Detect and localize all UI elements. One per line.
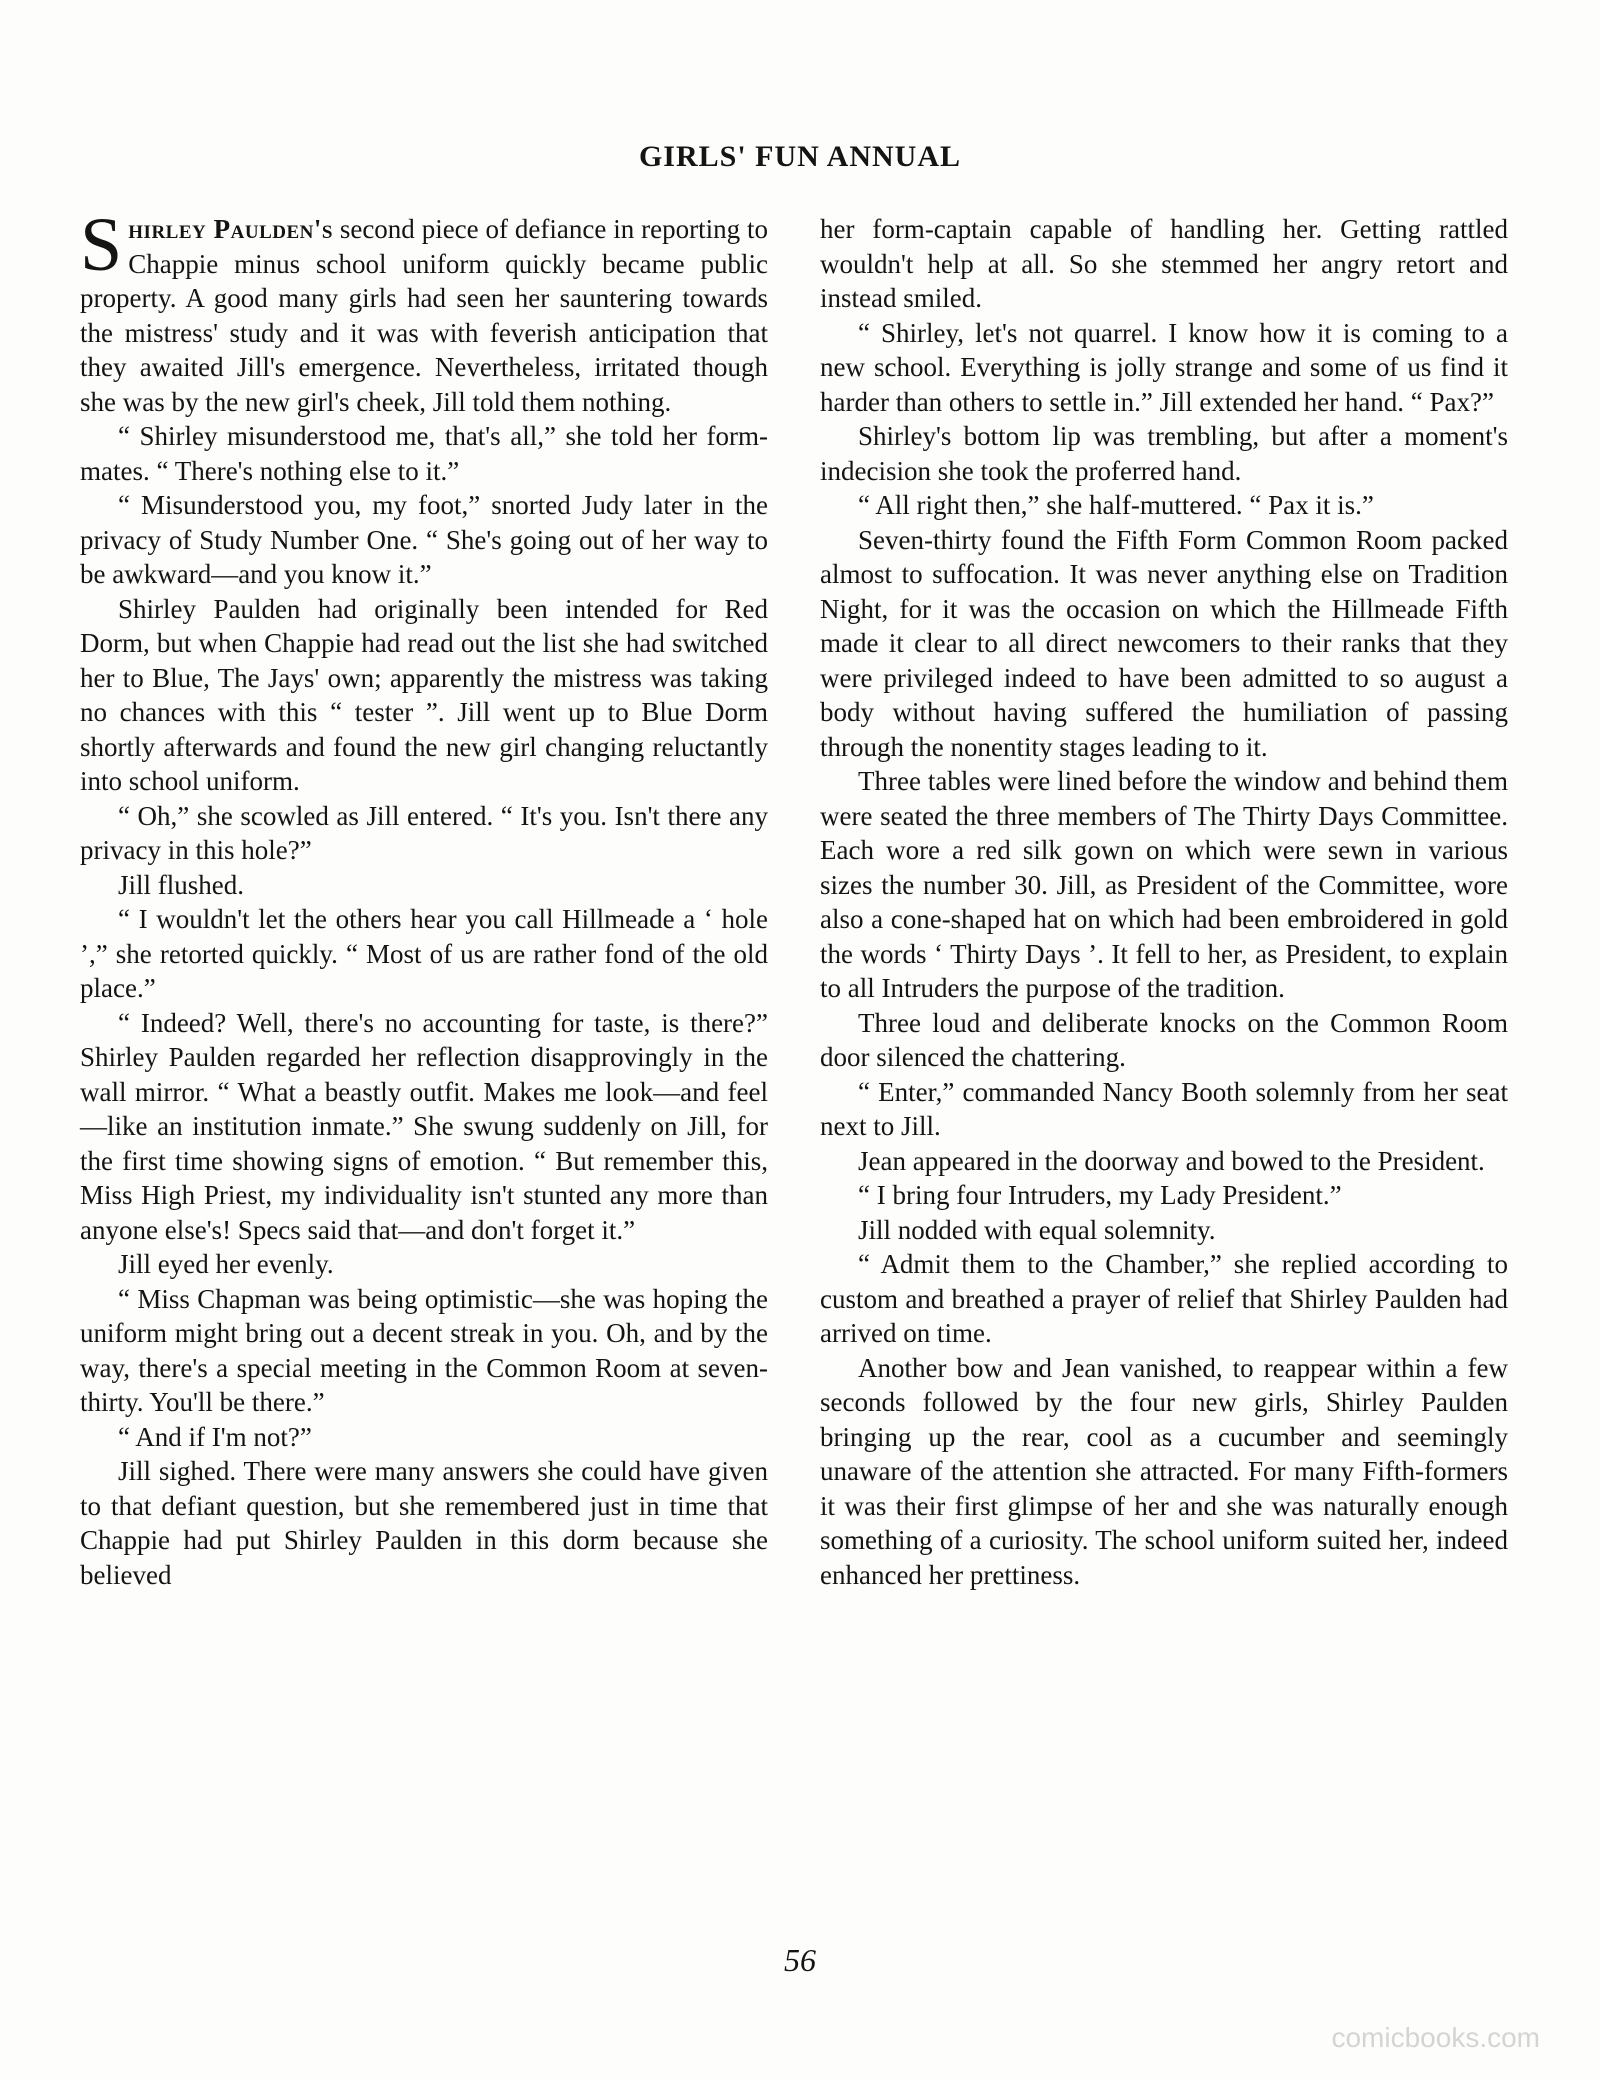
opening-paragraph [80,203,768,419]
watermark: comicbooks.com [1331,2022,1540,2053]
paragraph: Seven-thirty found the Fifth Form Common Room packed almost to suffocation. It was never anything else on Tradition Night, for it was the occasion on which the Hillmeade Fifth made it clear to all direct newcomers to their ranks that they were privileged indeed to have been admitted to so august a body without having suffered the humiliation of passing through the nonentity stages leading to it. [820,524,1508,762]
paragraph: Shirley's bottom lip was trembling, but after a moment's indecision she took the proferred hand. [820,421,1508,486]
continuation-paragraph: her form-captain capable of handling her. Getting rattled wouldn't help at all. So she stemmed her angry retort and instead smiled. [820,214,1508,313]
paragraph: “ All right then,” she half-muttered. “ Pax it is.” [858,490,1374,520]
paragraph: “ I wouldn't let the others hear you call Hillmeade a ‘ hole ’,” she retorted quickly. “ Most of us are rather fond of the old place.” [80,904,768,1003]
paragraph: Three tables were lined before the window and behind them were seated the three members of The Thirty Days Committee. Each wore a red silk gown on which were sewn in various sizes the number 30. Jill, as President of the Committee, wore also a cone-shaped hat on which had been embroidered in gold the words ‘ Thirty Days ’. It fell to her, as President, to explain to all Intruders the purpose of the tradition. [820,766,1508,1003]
page-number: 56 [784,1942,816,1978]
paragraph: Three loud and deliberate knocks on the Common Room door silenced the chattering. [820,1007,1508,1072]
paragraph: “ I bring four Intruders, my Lady President.” [858,1180,1342,1210]
paragraph: “ Miss Chapman was being optimistic—she was hoping the uniform might bring out a decent streak in you. Oh, and by the way, there's a special meeting in the Common Room at seven-thirty. You'll be there.” [80,1283,768,1417]
paragraph: “ Shirley misunderstood me, that's all,” she told her form-mates. “ There's nothing else to it.” [80,421,768,486]
paragraph: “ Oh,” she scowled as Jill entered. “ It's you. Isn't there any privacy in this hole?” [80,800,768,865]
paragraph: Jill flushed. [118,869,244,900]
opening-text: second piece of defiance in reporting to Chappie minus school uniform quickly became public property. A good many girls had seen her sauntering towards the mistress' study and it was with feverish anticipation that they awaited Jill's emergence. Nevertheless, irritated though she was by the new girl's cheek, Jill told them nothing. [80,214,768,417]
paragraph: Shirley Paulden had originally been intended for Red Dorm, but when Chappie had read out the list she had switched her to Blue, The Jays' own; apparently the mistress was taking no chances with this “ tester ”. Jill went up to Blue Dorm shortly afterwards and found the new girl changing reluctantly into school uniform. [80,593,768,796]
paragraph: Jill nodded with equal solemnity. [858,1214,1216,1245]
left-column [80,203,768,1592]
drop-cap: S [80,203,123,287]
paragraph: “ And if I'm not?” [118,1421,312,1452]
paragraph: Jill sighed. There were many answers she could have given to that defiant question, but she remembered just in time that Chappie had put Shirley Paulden in this dorm because she believed [80,1456,768,1590]
right-column [820,212,1508,1592]
paragraph: Another bow and Jean vanished, to reappear within a few seconds followed by the four new girls, Shirley Paulden bringing up the rear, cool as a cucumber and seemingly unaware of the attention she attracted. For many Fifth-formers it was their first glimpse of her and she was naturally enough something of a curiosity. The school uniform suited her, indeed enhanced her prettiness. [820,1352,1508,1590]
running-header: GIRLS' FUN ANNUAL [638,140,962,173]
paragraph: Jean appeared in the doorway and bowed to the President. [858,1145,1485,1176]
paragraph: “ Enter,” commanded Nancy Booth solemnly from her seat next to Jill. [820,1076,1508,1141]
paragraph: “ Admit them to the Chamber,” she replied according to custom and breathed a prayer of relief that Shirley Paulden had arrived on time. [820,1249,1508,1348]
paragraph: “ Shirley, let's not quarrel. I know how it is coming to a new school. Everything is jolly strange and some of us find it harder than others to settle in.” Jill extended her hand. “ Pax?” [820,317,1508,417]
opening-smallcaps: hirley Paulden's [128,214,333,244]
paragraph: Jill eyed her evenly. [118,1249,334,1279]
paragraph: “ Indeed? Well, there's no accounting for taste, is there?” Shirley Paulden regarded her reflection disapprovingly in the wall mirror. “ What a beastly outfit. Makes me look—and feel—like an institution inmate.” She swung suddenly on Jill, for the first time showing signs of emotion. “ But remember this, Miss High Priest, my individuality isn't stunted any more than anyone else's! Specs said that—and don't forget it.” [80,1007,768,1245]
paragraph: “ Misunderstood you, my foot,” snorted Judy later in the privacy of Study Number One. “ She's going out of her way to be awkward—and you know it.” [80,490,768,589]
